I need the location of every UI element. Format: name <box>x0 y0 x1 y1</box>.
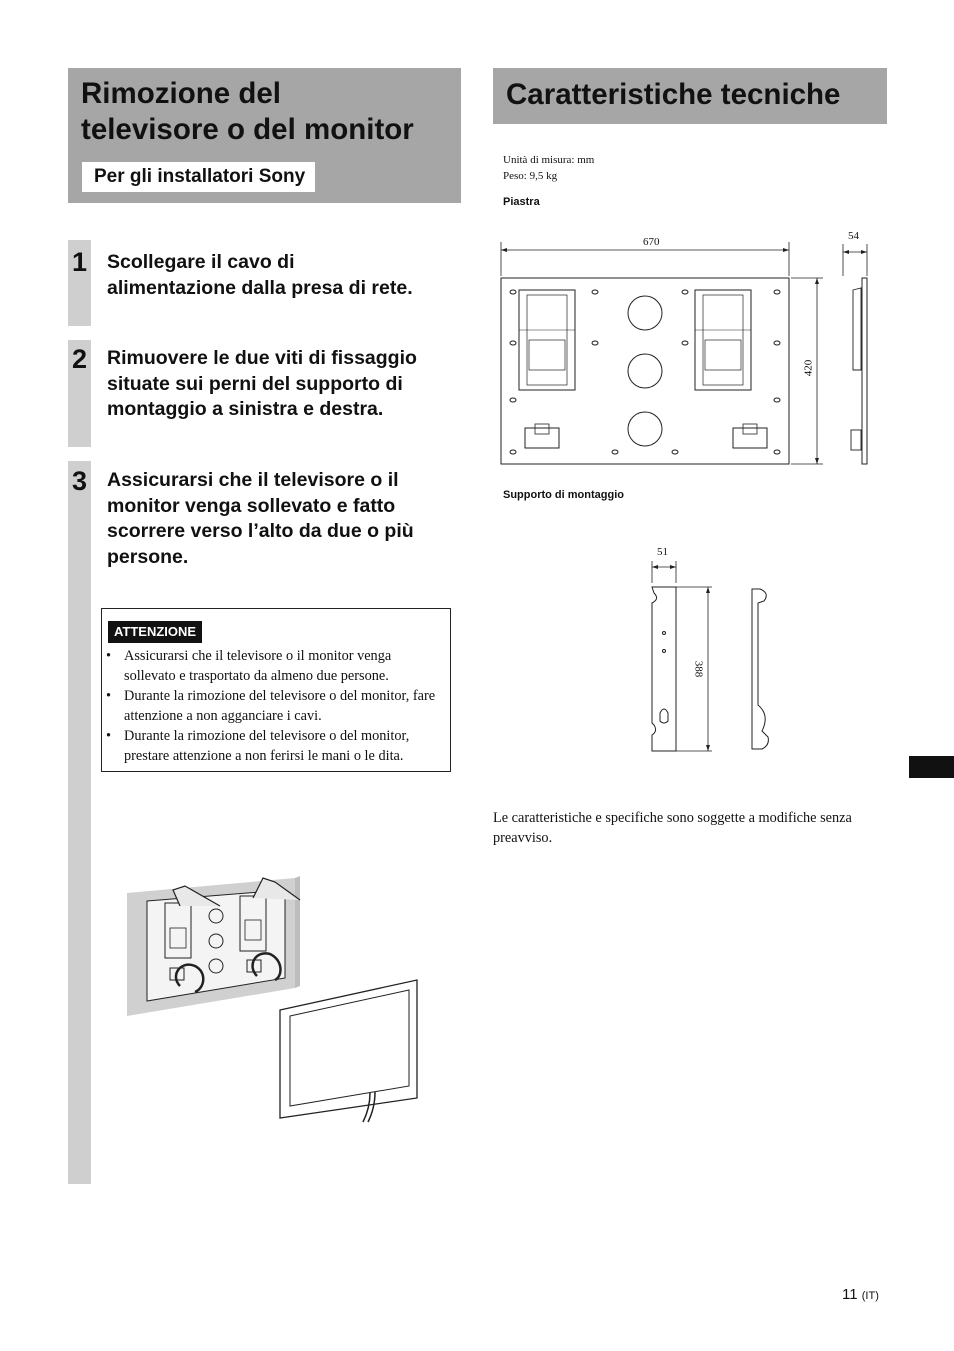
step-2-line: situate sui perni del supporto di <box>107 372 403 395</box>
warning-list <box>106 646 446 766</box>
step-2-line: Rimuovere le due viti di fissaggio <box>107 347 417 369</box>
bracket-width-dim: 51 <box>657 546 668 558</box>
step-2-number: 2 <box>71 344 88 374</box>
bracket-label: Supporto di montaggio <box>503 489 624 501</box>
step-3-text <box>107 468 467 570</box>
units-text: Unità di misura: mm <box>503 154 595 166</box>
page-number <box>842 1286 879 1303</box>
step-3-line: Assicurarsi che il televisore o il <box>107 469 399 491</box>
step-3-line: persone. <box>107 545 189 568</box>
weight-text: Peso: 9,5 kg <box>503 170 558 182</box>
step-3-line: monitor venga sollevato e fatto <box>107 494 396 517</box>
bracket-drawing <box>640 555 780 760</box>
step-3-line: scorrere verso l’alto da due o più <box>107 520 414 542</box>
right-heading-title: Caratteristiche tecniche <box>506 78 841 111</box>
removal-illustration <box>125 868 435 1123</box>
bracket-height-dim: 388 <box>692 660 705 678</box>
step-2-text <box>107 346 467 423</box>
step-1-line: alimentazione dalla presa di rete. <box>107 276 413 299</box>
plate-height-dim: 420 <box>802 359 815 377</box>
specs-note: Le caratteristiche e specifiche sono soggette a modifiche senza preavviso. <box>493 810 852 846</box>
warning-item: • Durante la rimozione del televisore o del monitor, prestare attenzione a non ferirsi le mani o le dita. <box>106 726 446 766</box>
step-1-number: 1 <box>71 247 88 277</box>
plate-drawing <box>495 230 875 470</box>
step-1-text <box>107 250 467 301</box>
page-number-value: 11 <box>842 1286 858 1303</box>
page-lang: (IT) <box>861 1290 879 1302</box>
section-tab <box>909 756 954 778</box>
warning-item: • Durante la rimozione del televisore o del monitor, fare attenzione a non agganciare i cavi. <box>106 686 446 726</box>
plate-label: Piastra <box>503 196 540 208</box>
step-1-line: Scollegare il cavo di <box>107 251 295 273</box>
left-heading-subtitle: Per gli installatori Sony <box>82 162 315 192</box>
left-heading-title <box>81 76 461 148</box>
left-heading-title-line2: televisore o del monitor <box>81 113 414 146</box>
step-2-line: montaggio a sinistra e destra. <box>107 398 384 420</box>
plate-width-dim: 670 <box>643 236 660 248</box>
plate-depth-dim: 54 <box>848 230 859 242</box>
step-3-number: 3 <box>71 466 88 496</box>
warning-item: • Assicurarsi che il televisore o il monitor venga sollevato e trasportato da almeno due persone. <box>106 646 446 686</box>
left-heading-title-line1: Rimozione del <box>81 77 281 110</box>
step-3-bar <box>68 461 91 1184</box>
warning-label: ATTENZIONE <box>108 621 202 643</box>
